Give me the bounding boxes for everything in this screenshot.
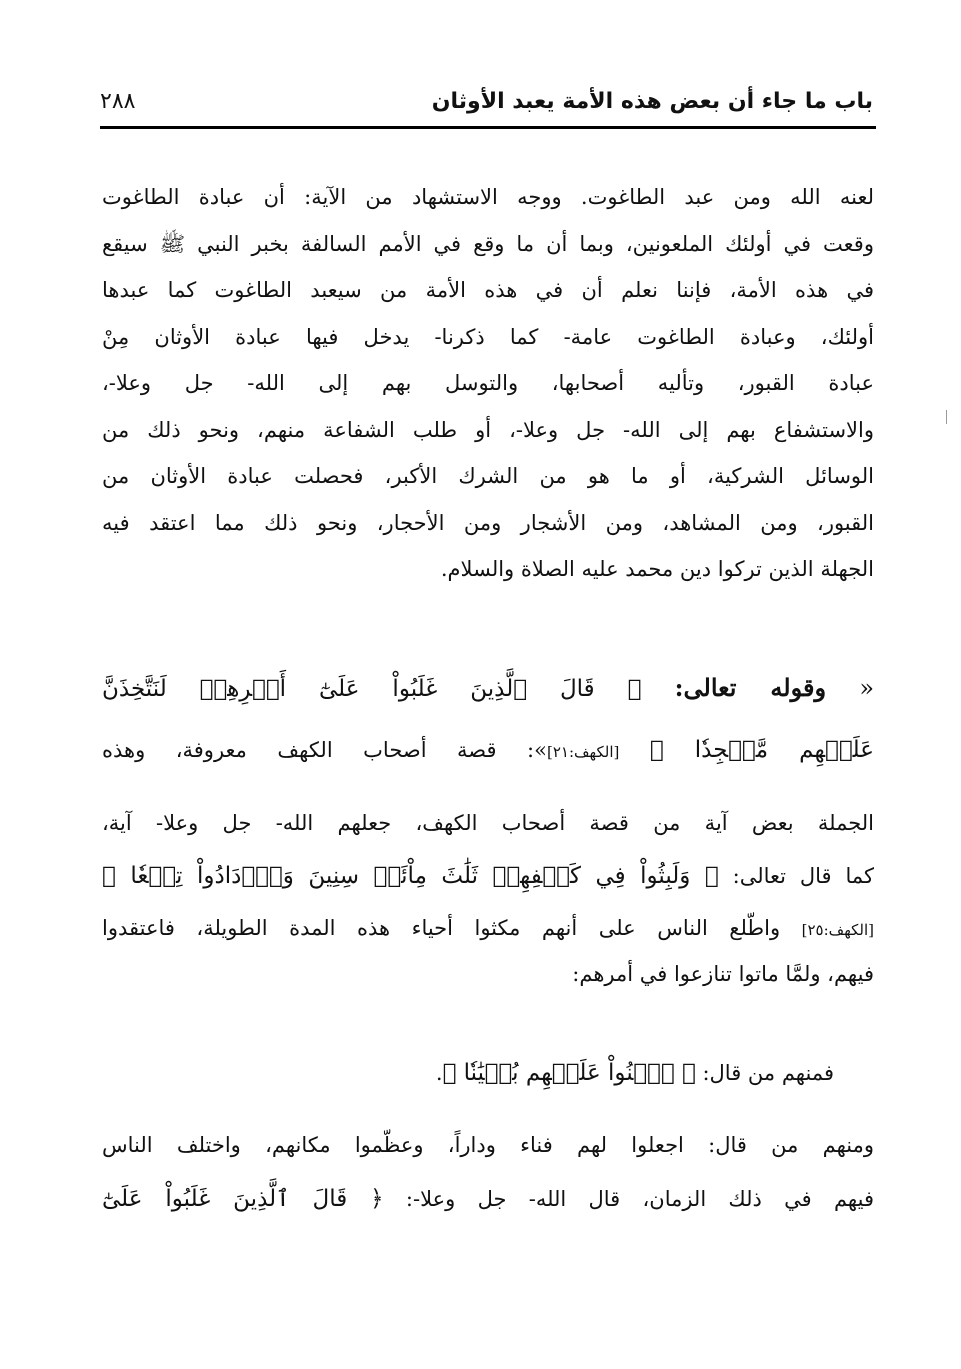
quran-verse: ﴿ قَالَ ٱلَّذِينَ غَلَبُواْ عَلَىٰٓ أَمۡرِهِمۡ لَنَتَّخِذَنَّ bbox=[102, 676, 642, 702]
text-span: كما قال تعالى: bbox=[732, 863, 874, 888]
paragraph-1 bbox=[102, 174, 874, 593]
verse-reference: [الكهف:٢١] bbox=[546, 743, 620, 761]
text-line: وقعت في أولئك الملعونين، وبما أن ما وقع في الأمم السالفة بخبر النبي ﷺ سيقع bbox=[102, 231, 874, 256]
quote-line-1 bbox=[102, 657, 874, 719]
quran-verse: عَلَيۡهِم مَّسۡجِدٗا ﴾ bbox=[649, 737, 874, 763]
header-rule bbox=[100, 126, 876, 129]
text-line bbox=[102, 847, 874, 905]
period: . bbox=[435, 1061, 443, 1085]
text-line bbox=[102, 905, 874, 952]
verse-reference: [الكهف:٢٥] bbox=[801, 920, 874, 939]
quran-verse: ﴿ قَالَ ٱلَّذِينَ غَلَبُواْ عَلَىٰٓ bbox=[102, 1185, 384, 1212]
paragraph-4 bbox=[102, 1122, 874, 1229]
quote-line-2 bbox=[102, 719, 874, 781]
text-line: في هذه الأمة، فإننا نعلم أن في هذه الأمة من سيعبد الطاغوت كما عبدها bbox=[102, 278, 874, 302]
close-guillemet: »: bbox=[527, 738, 547, 762]
scan-mark bbox=[946, 410, 947, 424]
text-line: الجملة بعض آية من قصة أصحاب الكهف، جعلهم الله- جل وعلا- آية، bbox=[102, 811, 874, 835]
page-header bbox=[100, 86, 873, 122]
text-line bbox=[102, 1169, 874, 1229]
text-span: فمنهم من قال: bbox=[702, 1061, 834, 1085]
quote-intro: وقوله تعالى: bbox=[674, 673, 827, 702]
open-guillemet: « bbox=[859, 674, 874, 702]
text-span: واطّلع الناس على أنهم مكثوا أحياء هذه المدة الطويلة، فاعتقدوا bbox=[102, 915, 781, 940]
text-span: قصة أصحاب الكهف معروفة، وهذه bbox=[102, 738, 497, 762]
text-line: الوسائل الشركية، أو ما هو من الشرك الأكبر، فحصلت عبادة الأوثان من bbox=[102, 464, 874, 488]
text-line bbox=[102, 1044, 874, 1102]
text-line: القبور، ومن المشاهد، ومن الأشجار ومن الأحجار، ونحو ذلك مما اعتقد فيه bbox=[102, 510, 874, 535]
quran-verse: ﴿ وَلَبِثُواْ فِي كَهۡفِهِمۡ ثَلَٰثَ مِاْئَةٖ سِنِينَ وَٱزۡدَادُواْ تِسۡعٗا ﴾ bbox=[102, 862, 719, 889]
page-number: ٢٨٨ bbox=[100, 89, 136, 114]
paragraph-3 bbox=[102, 1044, 874, 1102]
quran-verse: ﴿ ٱبۡنُواْ عَلَيۡهِم بُنۡيَٰنٗا ﴾ bbox=[442, 1060, 696, 1086]
text-line: الجهلة الذين تركوا دين محمد عليه الصلاة والسلام. bbox=[440, 557, 874, 581]
text-line: ومنهم من قال: اجعلوا لهم فناء وداراً، وعظّموا مكانهم، واختلف الناس bbox=[102, 1133, 874, 1157]
text-span: فيهم في ذلك الزمان، قال الله- جل وعلا-: bbox=[405, 1186, 874, 1211]
text-line: لعنه الله ومن عبد الطاغوت. ووجه الاستشهاد من الآية: أن عبادة الطاغوت bbox=[102, 185, 874, 209]
quote-block bbox=[102, 657, 874, 781]
paragraph-2 bbox=[102, 800, 874, 998]
chapter-title: باب ما جاء أن بعض هذه الأمة يعبد الأوثان bbox=[431, 89, 873, 114]
text-line: أولئك، وعبادة الطاغوت عامة- كما ذكرنا- يدخل فيها عبادة الأوثان مِنْ bbox=[102, 324, 874, 349]
text-line: فيهم، ولمَّا ماتوا تنازعوا في أمرهم: bbox=[572, 962, 874, 986]
text-line: والاستشفاع بهم إلى الله- جل وعلا-، أو طلب الشفاعة منهم، ونحو ذلك من bbox=[102, 417, 874, 442]
text-line: عبادة القبور، وتأليه أصحابها، والتوسل بهم إلى الله- جل وعلا-، bbox=[102, 371, 874, 395]
